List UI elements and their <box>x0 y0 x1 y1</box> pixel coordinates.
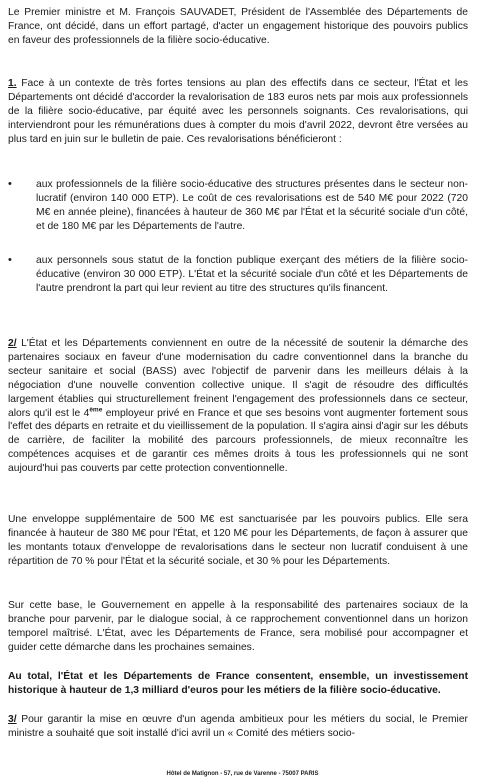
section-2-number: 2/ <box>8 338 17 349</box>
section-1-paragraph <box>8 77 468 147</box>
section-3-text: Pour garantir la mise en œuvre d'un agenda ambitieux pour les métiers du social, le Premier ministre a souhaité que soit installé d'ici avril un « Comité des métiers socio- <box>8 714 468 739</box>
total-paragraph: Au total, l'État et les Départements de France consentent, ensemble, un investissement historique à hauteur de 1,3 milliard d'euros pour les métiers de la filière socio-éducative. <box>8 671 468 696</box>
section-2-paragraph <box>8 337 468 476</box>
section-2-superscript: ème <box>89 406 103 414</box>
page-footer: Hôtel de Matignon - 57, rue de Varenne - 75007 PARIS <box>166 771 319 777</box>
section-2-text-b: employeur privé en France et que ses besoins vont augmenter fortement sous l'effet des départs en retraite et du vieillissement de la population. Il s'agira ainsi d'agir sur les débuts de carrière, de faciliter la mobilité des parcours professionnels, de mieux reconnaître les compétences acquises et de garantir ces mêmes droits à tous les professionnels qui ne sont aujourd'hui pas couverts par cette protection conventionnelle. <box>8 407 468 475</box>
section-3-number: 3/ <box>8 714 17 725</box>
section-1-number: 1. <box>8 78 17 89</box>
bullet-2-text: aux personnels sous statut de la fonction publique exerçant des métiers de la filière socio-éducative (environ 30 000 ETP). L'État et la sécurité sociale d'un côté et les Départements de l'autre prendront la part qui leur revient au titre des structures qu'ils financent. <box>36 255 468 294</box>
section-3-paragraph <box>8 713 468 741</box>
bullet-1-icon: • <box>8 178 12 190</box>
bullet-2-icon: • <box>8 254 12 266</box>
bullet-1-text: aux professionnels de la filière socio-éducative des structures présentes dans le secteur non-lucratif (environ 140 000 ETP). Le coût de ces revalorisations est de 540 M€ pour 2022 (720 M€ en année pleine), financées à hauteur de 360 M€ par l'État et la sécurité sociale d'un côté, et de 180 M€ par les Départements de l'autre. <box>36 179 468 232</box>
section-1-text: Face à un contexte de très fortes tensions au plan des effectifs dans ce secteur, l'État et les Départements ont décidé d'accorder la revalorisation de 183 euros nets par mois aux professionnels de la filière socio-éducative, par équité avec les personnels soignants. Ces revalorisations, qui interviendront pour les rémunérations dues à compter du mois d'avril 2022, devront être versées au plus tard en juin sur le bulletin de paie. Ces revalorisations bénéficieront : <box>8 78 468 145</box>
enveloppe-paragraph: Une enveloppe supplémentaire de 500 M€ est sanctuarisée par les pouvoirs publics. Elle sera financée à hauteur de 380 M€ pour l'État, et 120 M€ pour les Départements, de façon à assurer que les montants totaux d'enveloppe de revalorisations dans le secteur non lucratif conduisent à une répartition de 70 % pour l'État et la sécurité sociale, et 30 % pour les Départements. <box>8 514 468 567</box>
base-paragraph: Sur cette base, le Gouvernement en appelle à la responsabilité des partenaires sociaux de la branche pour parvenir, par le dialogue social, à ce rapprochement conventionnel dans un horizon temporel maîtrisé. L'État, avec les Départements de France, sera mobilisé pour accompagner et guider cette démarche dans les prochaines semaines. <box>8 600 468 653</box>
section-2-text-a: L'État et les Départements conviennent en outre de la nécessité de soutenir la démarche des partenaires sociaux en faveur d'une modernisation du cadre conventionnel dans la branche du secteur sanitaire et social (BASS) avec l'objectif de parvenir dans les meilleurs délais à la négociation d'une nouvelle convention collective unique. Il s'agit de résoudre des difficultés largement établies qui structurellement freinent l'engagement des professionnels dans ce secteur, alors qu'il est le 4 <box>8 338 468 419</box>
intro-paragraph: Le Premier ministre et M. François SAUVADET, Président de l'Assemblée des Départements de France, ont décidé, dans un effort partagé, d'acter un engagement historique des pouvoirs publics en faveur des professionnels de la filière socio-éducative. <box>8 7 468 46</box>
